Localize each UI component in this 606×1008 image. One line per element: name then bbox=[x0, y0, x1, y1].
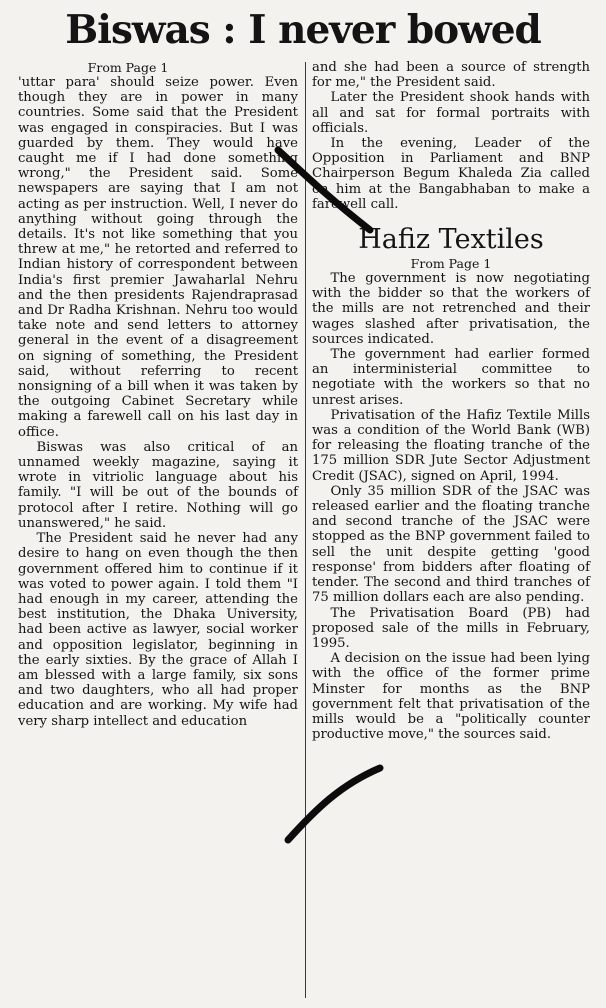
article-paragraph: and she had been a source of strength for me," the President said. bbox=[312, 60, 590, 91]
from-page-label: From Page 1 bbox=[410, 256, 492, 272]
article-paragraph: Later the President shook hands with all and sat for formal portraits with officials. bbox=[312, 90, 590, 136]
article-paragraph: A decision on the issue had been lying with the office of the former prime Minster for months as the BNP government felt that privatisation of the mills would be a "politically counter productive move," the sources said. bbox=[312, 651, 590, 743]
article-paragraph: The government is now negotiating with the bidder so that the workers of the mills are not retrenched and their wages slashed after privatisation, the sources indicated. bbox=[312, 271, 590, 347]
left-column bbox=[18, 60, 298, 729]
column-divider bbox=[305, 62, 306, 998]
sub-headline: Hafiz Textiles bbox=[358, 224, 544, 256]
article-paragraph: The President said he never had any desire to hang on even though the then government offered him to continue if it was voted to power again. I told them "I had enough in my career, attending the best institution, the Dhaka University, had been active as lawyer, social worker and opposition legislator, beginning in the early sixties. By the grace of Allah I am blessed with a large family, six sons and two daughters, who all had proper education and are working. My wife had very sharp intellect and education bbox=[18, 531, 298, 729]
from-page-label: From Page 1 bbox=[87, 60, 169, 75]
right-column bbox=[312, 60, 590, 742]
article-paragraph: In the evening, Leader of the Opposition in Parliament and BNP Chairperson Begum Khaleda Zia called on him at the Bangabhaban to make a farewell call. bbox=[312, 136, 590, 212]
article-paragraph: 'uttar para' should seize power. Even though they are in power in many countries. Some said that the President was engaged in conspiracies. But I was guarded by them. They would have caught me if I had done something wrong," the President said. Some newspapers are saying that I am not acting as per instruction. Well, I never do anything without going through the details. It's not like something that you threw at me," he retorted and referred to Indian history of correspondent between India's first premier Jawaharlal Nehru and the then presidents Rajendraprasad and Dr Radha Krishnan. Nehru too would take note and send letters to attorney general in the event of a disagreement on signing of something, the President said, without referring to recent nonsigning of a bill when it was taken by the outgoing Cabinet Secretary while making a farewell call on his last day in office. bbox=[18, 75, 298, 440]
pen-stroke-mark-bottom bbox=[280, 760, 390, 850]
article-paragraph: Biswas was also critical of an unnamed weekly magazine, saying it wrote in vitriolic language about his family. "I will be out of the bounds of protocol after I retire. Nothing will go unanswered," he said. bbox=[18, 439, 298, 531]
article-paragraph: The Privatisation Board (PB) had proposed sale of the mills in February, 1995. bbox=[312, 605, 590, 651]
article-paragraph: The government had earlier formed an interministerial committee to negotiate with the workers so that no unrest arises. bbox=[312, 347, 590, 408]
article-paragraph: Privatisation of the Hafiz Textile Mills was a condition of the World Bank (WB) for releasing the floating tranche of the 175 million SDR Jute Sector Adjustment Credit (JSAC), signed on April, 1994. bbox=[312, 407, 590, 484]
article-paragraph: Only 35 million SDR of the JSAC was released earlier and the floating tranche and second tranche of the JSAC were stopped as the BNP government failed to sell the unit despite getting 'good response' from bidders after floating of tender. The second and third tranches of 75 million dollars each are also pending. bbox=[312, 483, 590, 606]
headline: Biswas : I never bowed bbox=[65, 7, 541, 53]
